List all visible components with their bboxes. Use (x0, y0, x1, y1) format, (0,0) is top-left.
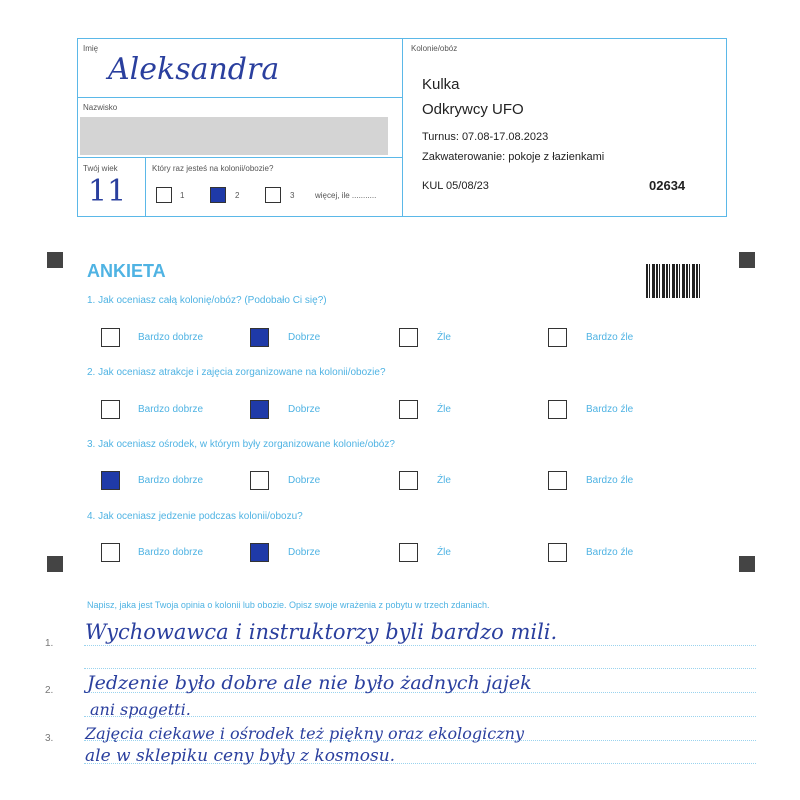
answer-label: Bardzo dobrze (138, 332, 204, 343)
surname-label: Nazwisko (83, 103, 118, 112)
camp-code: KUL 05/08/23 (422, 180, 489, 192)
answer-checkbox-q1-opt4[interactable] (548, 328, 567, 347)
header-divider-vertical (402, 38, 403, 217)
visit-checkbox-1[interactable] (156, 187, 172, 203)
answer-label: Źle (437, 404, 451, 415)
name-value: Aleksandra (108, 52, 280, 87)
accommodation: Zakwaterowanie: pokoje z łazienkami (422, 151, 605, 163)
answer-label: Dobrze (288, 404, 321, 415)
answer-checkbox-q2-opt3[interactable] (399, 400, 418, 419)
answer-label: Bardzo źle (586, 475, 634, 486)
opinion-line-2: Jedzenie było dobre ale nie było żadnych jajek (87, 672, 532, 694)
answer-label: Bardzo źle (586, 547, 634, 558)
header-divider-h2 (77, 157, 402, 158)
answer-label: Bardzo źle (586, 332, 634, 343)
registration-mark (739, 556, 755, 572)
line-number-2: 2. (45, 685, 54, 696)
age-label: Twój wiek (83, 164, 118, 173)
surname-redaction (80, 117, 388, 155)
answer-checkbox-q3-opt2[interactable] (250, 471, 269, 490)
answer-checkbox-q4-opt2[interactable] (250, 543, 269, 562)
turnus: Turnus: 07.08-17.08.2023 (422, 131, 549, 143)
answer-checkbox-q1-opt2[interactable] (250, 328, 269, 347)
header-divider-age (145, 157, 146, 217)
answer-checkbox-q1-opt3[interactable] (399, 328, 418, 347)
opinion-line-3: ani spagetti. (90, 700, 191, 719)
survey-title: ANKIETA (87, 261, 166, 281)
barcode (646, 264, 702, 298)
form-number: 02634 (649, 178, 686, 193)
answer-checkbox-q4-opt4[interactable] (548, 543, 567, 562)
answer-label: Dobrze (288, 332, 321, 343)
answer-label: Dobrze (288, 475, 321, 486)
registration-mark (739, 252, 755, 268)
answer-checkbox-q2-opt1[interactable] (101, 400, 120, 419)
answer-label: Bardzo dobrze (138, 475, 204, 486)
registration-mark (47, 556, 63, 572)
answer-label: Bardzo dobrze (138, 404, 204, 415)
answer-label: Bardzo dobrze (138, 547, 204, 558)
answer-label: Bardzo źle (586, 404, 634, 415)
camp-label: Kolonie/obóz (411, 44, 458, 53)
answer-checkbox-q2-opt2[interactable] (250, 400, 269, 419)
opinion-prompt: Napisz, jaka jest Twoja opinia o kolonii lub obozie. Opisz swoje wrażenia z pobytu w trzech zdaniach. (87, 600, 490, 610)
registration-mark (47, 252, 63, 268)
visit-checkbox-3[interactable] (265, 187, 281, 203)
line-number-1: 1. (45, 638, 54, 649)
writing-line (84, 645, 756, 646)
camp-line-1: Kulka (422, 76, 460, 93)
question-2: 2. Jak oceniasz atrakcje i zajęcia zorganizowane na kolonii/obozie? (87, 367, 386, 378)
visit-label: Który raz jesteś na kolonii/obozie? (152, 164, 274, 173)
age-value: 11 (88, 174, 127, 209)
opinion-line-1: Wychowawca i instruktorzy byli bardzo mili. (85, 620, 558, 644)
opinion-line-5: ale w sklepiku ceny były z kosmosu. (85, 746, 396, 766)
answer-label: Dobrze (288, 547, 321, 558)
question-4: 4. Jak oceniasz jedzenie podczas kolonii/obozu? (87, 511, 303, 522)
visit-option-2: 2 (235, 191, 240, 200)
question-1: 1. Jak oceniasz całą kolonię/obóz? (Podobało Ci się?) (87, 295, 327, 306)
answer-checkbox-q3-opt1[interactable] (101, 471, 120, 490)
camp-line-2: Odkrywcy UFO (422, 101, 524, 118)
answer-checkbox-q3-opt3[interactable] (399, 471, 418, 490)
answer-checkbox-q1-opt1[interactable] (101, 328, 120, 347)
question-3: 3. Jak oceniasz ośrodek, w którym były zorganizowane kolonie/obóz? (87, 439, 395, 450)
answer-label: Źle (437, 547, 451, 558)
answer-label: Źle (437, 332, 451, 343)
header-divider-h1 (77, 97, 402, 98)
name-label: Imię (83, 44, 99, 53)
writing-line (84, 668, 756, 669)
opinion-line-4: Zajęcia ciekawe i ośrodek też piękny oraz ekologiczny (85, 724, 524, 743)
line-number-3: 3. (45, 733, 54, 744)
visit-option-3: 3 (290, 191, 295, 200)
answer-checkbox-q4-opt1[interactable] (101, 543, 120, 562)
answer-checkbox-q3-opt4[interactable] (548, 471, 567, 490)
answer-checkbox-q4-opt3[interactable] (399, 543, 418, 562)
answer-checkbox-q2-opt4[interactable] (548, 400, 567, 419)
answer-label: Źle (437, 475, 451, 486)
visit-checkbox-2[interactable] (210, 187, 226, 203)
visit-option-1: 1 (180, 191, 185, 200)
visit-option-more: więcej, ile ........... (315, 191, 377, 200)
